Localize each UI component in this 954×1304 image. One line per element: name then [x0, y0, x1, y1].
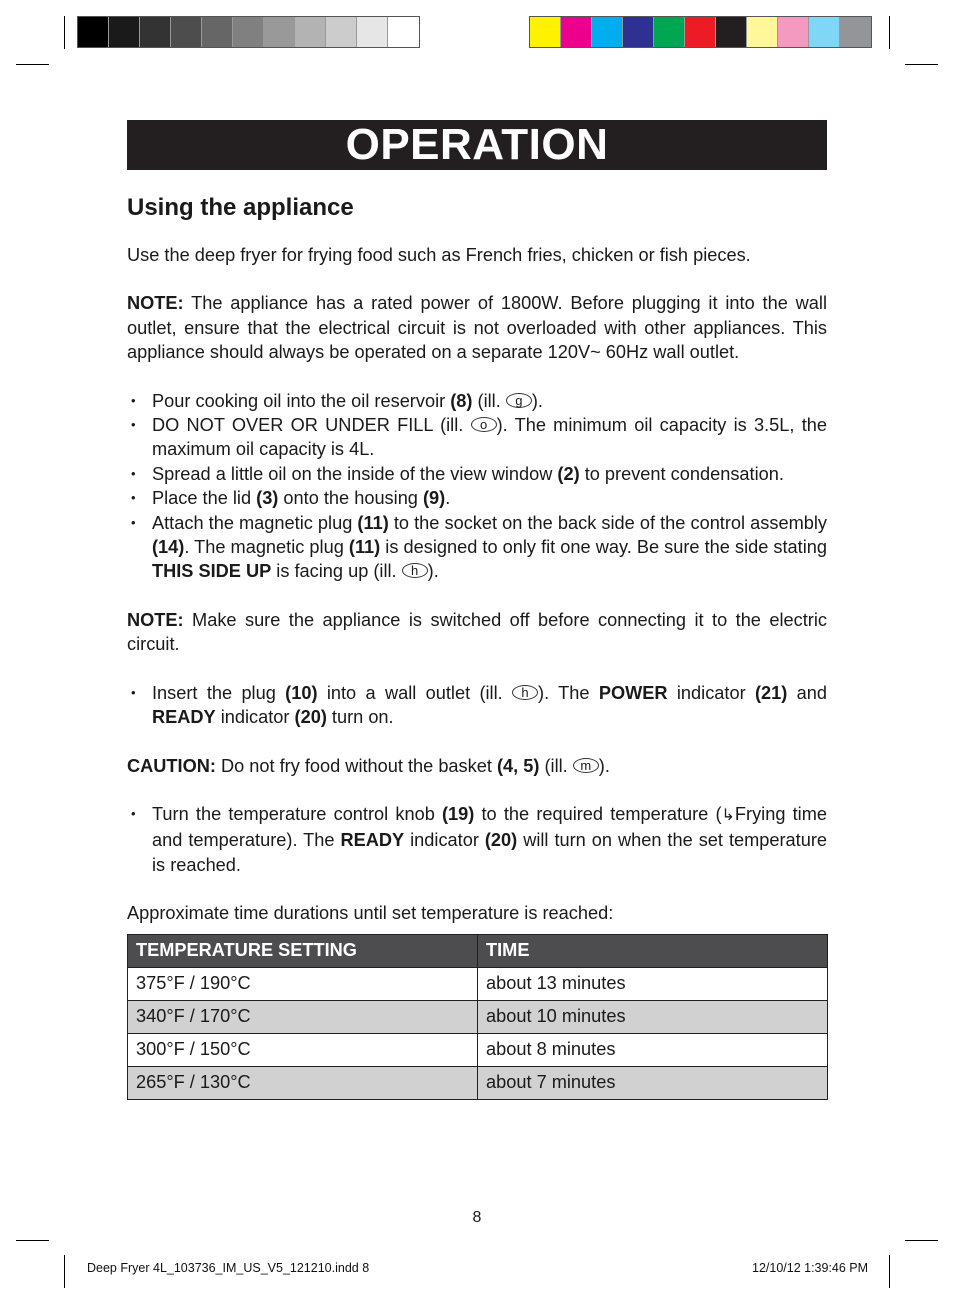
color-swatch [561, 17, 592, 47]
color-swatch [264, 17, 295, 47]
list-item: • Pour cooking oil into the oil reservoir (8) (ill. g ). [127, 389, 827, 413]
cross-reference-arrow-icon: ↳ [721, 806, 735, 824]
caution-paragraph: CAUTION: Do not fry food without the basket (4, 5) (ill. m ). [127, 755, 610, 776]
table-cell: 300°F / 150°C [128, 1033, 478, 1066]
list-item: • DO NOT OVER OR UNDER FILL (ill. o ). The minimum oil capacity is 3.5L, the maximum oil capacity is 4L. [127, 413, 827, 462]
heatup-time-table [127, 934, 828, 1100]
table-row [128, 1000, 828, 1033]
color-swatch [202, 17, 233, 47]
color-swatch [357, 17, 388, 47]
color-swatch [78, 17, 109, 47]
list-item: • Turn the temperature control knob (19) to the required temperature (↳Frying time and temperature). The READY indicator (20) will turn on when the set temperature is reached. [127, 802, 827, 877]
table-cell: about 13 minutes [478, 967, 828, 1000]
list-item: • Place the lid (3) onto the housing (9). [127, 486, 827, 510]
color-swatch [654, 17, 685, 47]
color-swatch [840, 17, 871, 47]
color-swatch [685, 17, 716, 47]
color-swatch [233, 17, 264, 47]
color-swatch [809, 17, 840, 47]
list-item: • Spread a little oil on the inside of the view window (2) to prevent condensation. [127, 462, 827, 486]
intro-paragraph: Use the deep fryer for frying food such as French fries, chicken or fish pieces. [127, 245, 751, 265]
column-header: TEMPERATURE SETTING [128, 934, 478, 967]
gray-calibration-bar [77, 16, 420, 48]
section-heading: Using the appliance [127, 194, 354, 221]
page-number: 8 [472, 1209, 482, 1226]
crop-mark [64, 1255, 65, 1288]
slug-datetime: 12/10/12 1:39:46 PM [752, 1261, 869, 1275]
color-swatch [716, 17, 747, 47]
color-swatch [747, 17, 778, 47]
illustration-ref-icon: g [506, 393, 532, 408]
table-cell: about 7 minutes [478, 1066, 828, 1099]
color-swatch [295, 17, 326, 47]
table-cell: about 8 minutes [478, 1033, 828, 1066]
crop-mark [64, 16, 65, 49]
power-steps-list [127, 681, 827, 730]
illustration-ref-icon: h [402, 563, 428, 578]
note-paragraph: NOTE: The appliance has a rated power of 1800W. Before plugging it into the wall outlet, ensure that the electrical circuit is not overloaded with other appliances. This appliance should always be operated on a separate 120V~ 60Hz wall outlet. [127, 293, 827, 363]
color-swatch [530, 17, 561, 47]
slug-filename: Deep Fryer 4L_103736_IM_US_V5_121210.indd 8 [87, 1261, 370, 1275]
color-swatch [171, 17, 202, 47]
crop-mark [16, 64, 49, 65]
color-calibration-bar [529, 16, 872, 48]
table-cell: 340°F / 170°C [128, 1000, 478, 1033]
page-title-banner [127, 120, 827, 170]
color-swatch [140, 17, 171, 47]
list-item: • Insert the plug (10) into a wall outlet (ill. h ). The POWER indicator (21) and READY indicator (20) turn on. [127, 681, 827, 730]
crop-mark [16, 1240, 49, 1241]
table-row [128, 967, 828, 1000]
table-row [128, 1066, 828, 1099]
table-header-row [128, 934, 828, 967]
main-content [127, 192, 827, 1100]
note-paragraph: NOTE: Make sure the appliance is switched off before connecting it to the electric circuit. [127, 609, 827, 655]
color-swatch [388, 17, 419, 47]
color-swatch [778, 17, 809, 47]
table-row [128, 1033, 828, 1066]
setup-steps-list [127, 389, 827, 584]
crop-mark [889, 1255, 890, 1288]
column-header: TIME [478, 934, 828, 967]
color-swatch [109, 17, 140, 47]
table-cell: 375°F / 190°C [128, 967, 478, 1000]
color-swatch [326, 17, 357, 47]
temperature-steps-list [127, 802, 827, 877]
illustration-ref-icon: h [512, 685, 538, 700]
table-cell: 265°F / 130°C [128, 1066, 478, 1099]
crop-mark [889, 16, 890, 49]
page-title: OPERATION [345, 120, 609, 169]
color-swatch [623, 17, 654, 47]
crop-mark [905, 1240, 938, 1241]
list-item: • Attach the magnetic plug (11) to the socket on the back side of the control assembly (14). The magnetic plug (11) is designed to only fit one way. Be sure the side stating THIS SIDE UP is facing up (ill. h ). [127, 511, 827, 584]
crop-mark [905, 64, 938, 65]
illustration-ref-icon: o [471, 417, 497, 432]
table-intro: Approximate time durations until set temperature is reached: [127, 903, 614, 924]
table-cell: about 10 minutes [478, 1000, 828, 1033]
color-swatch [592, 17, 623, 47]
illustration-ref-icon: m [573, 758, 599, 773]
